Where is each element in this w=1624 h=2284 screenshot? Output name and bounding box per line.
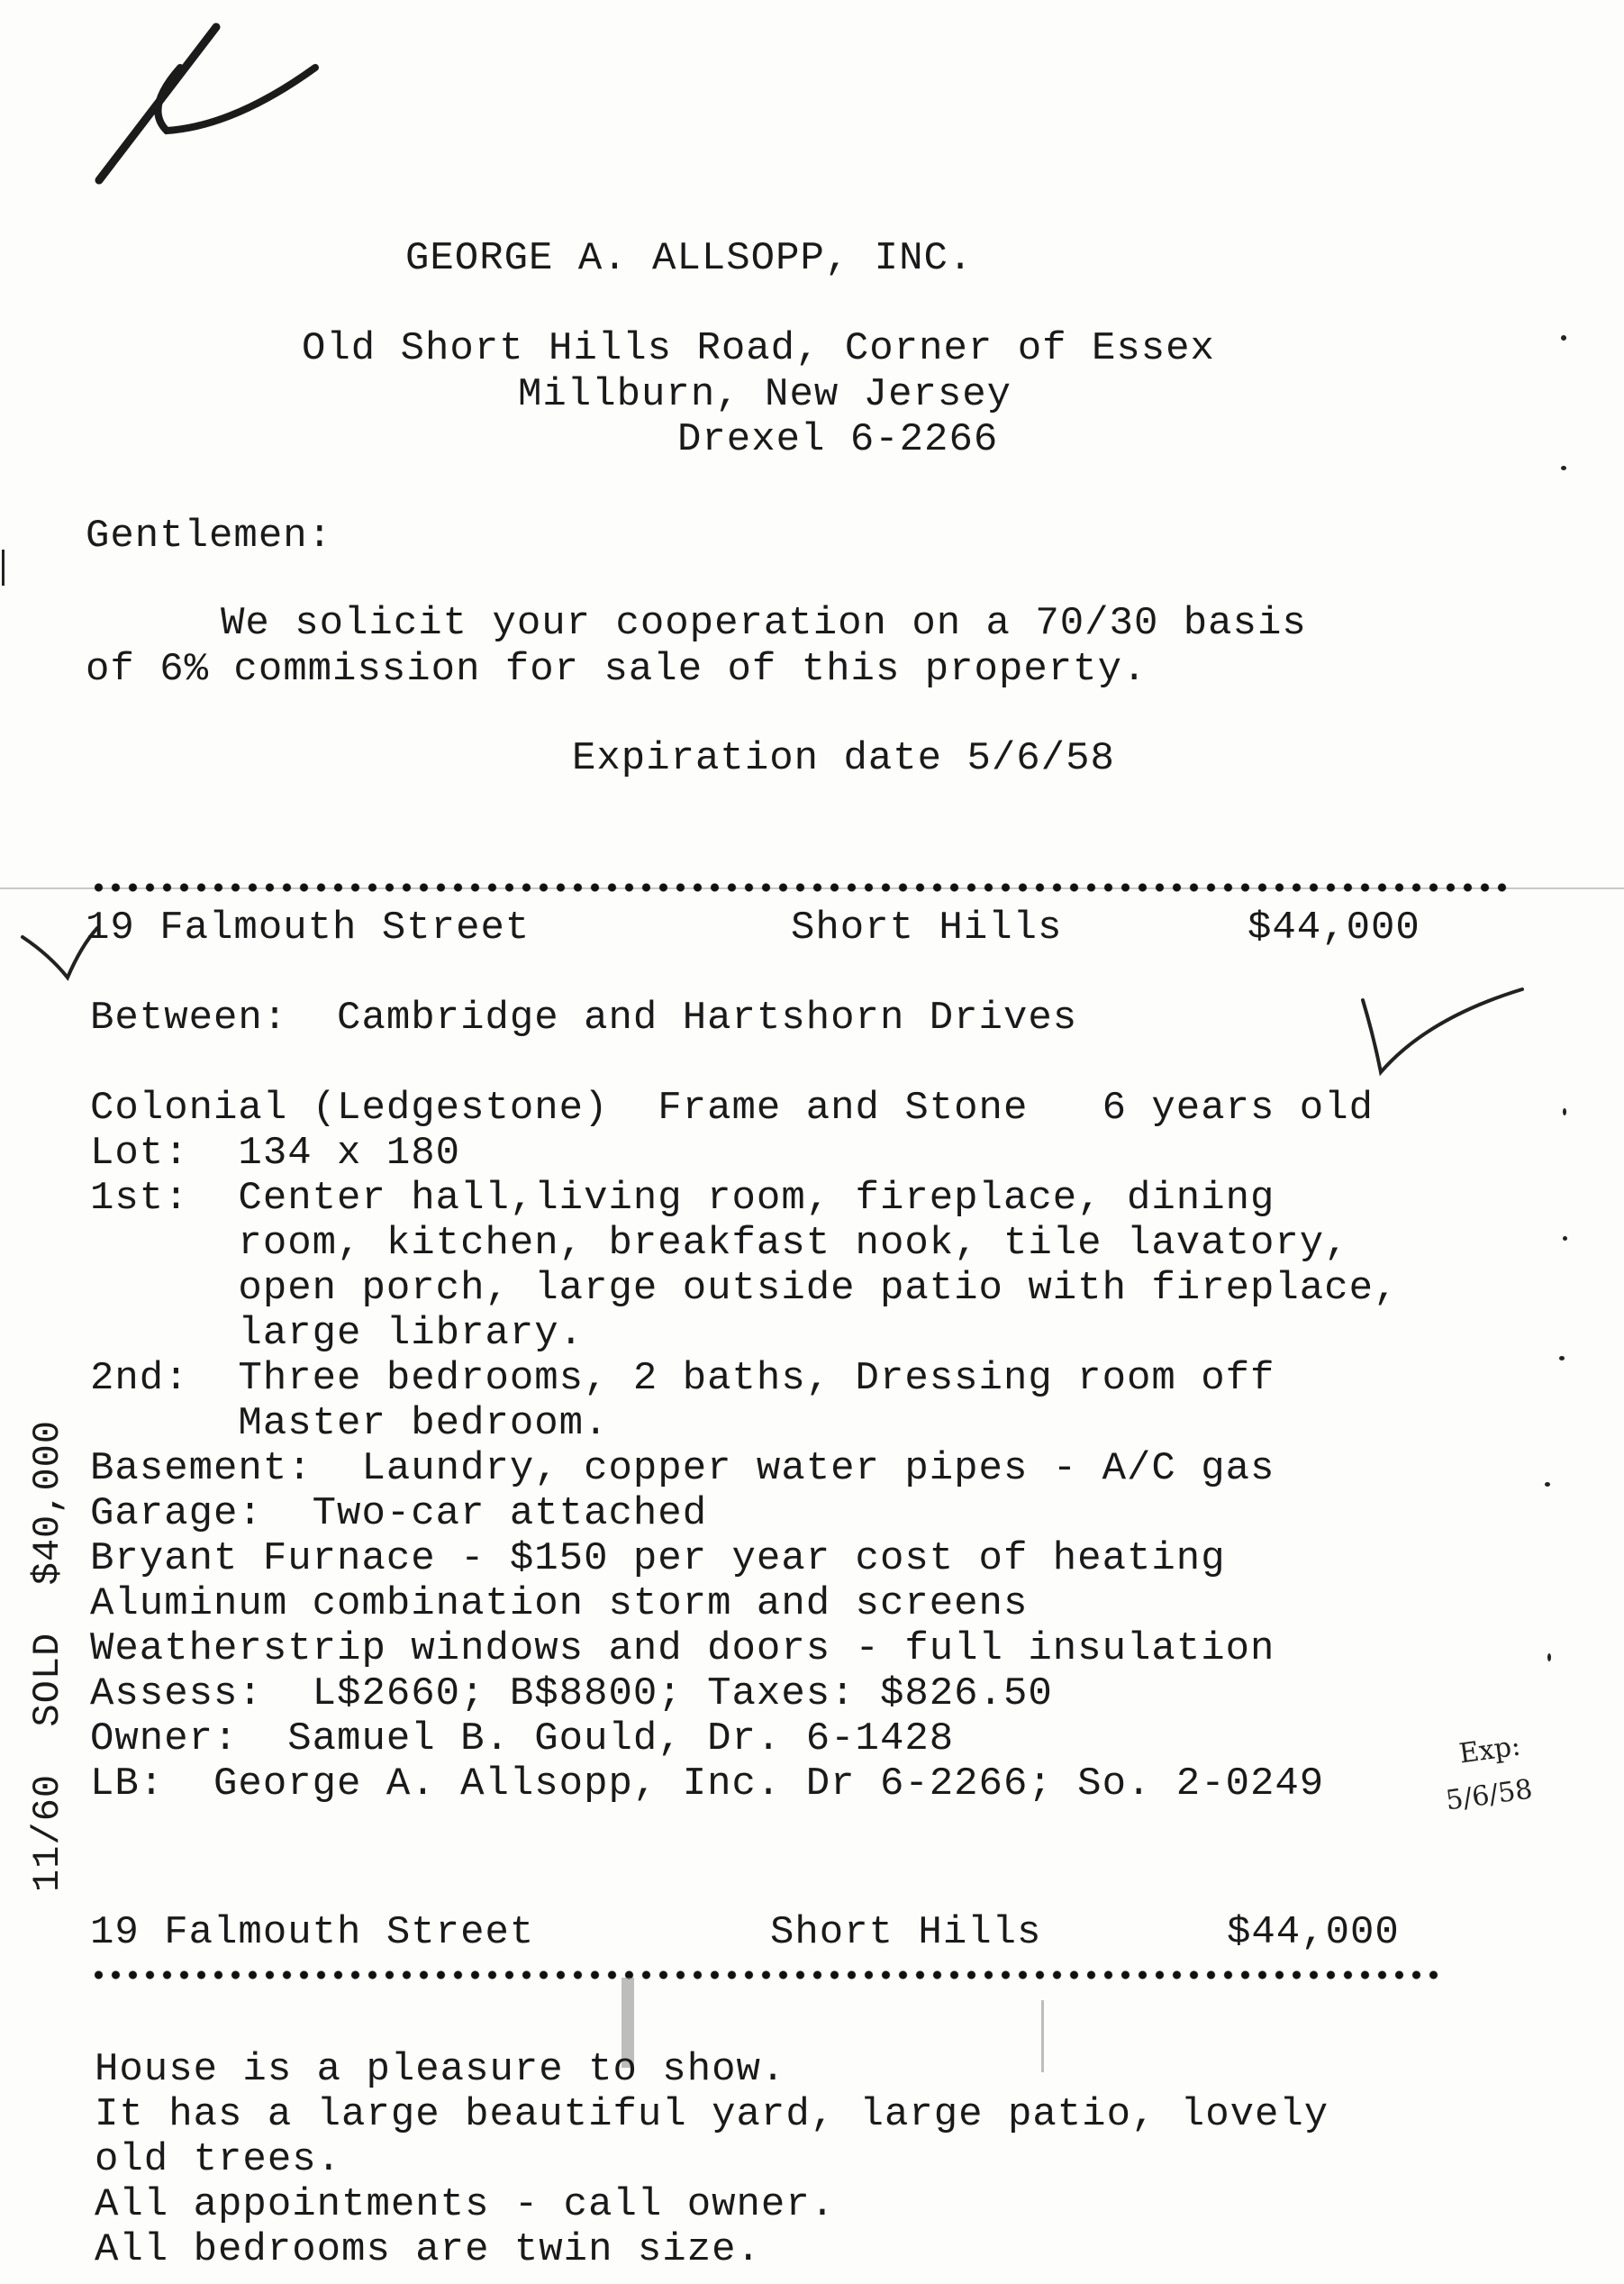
handwritten-k-mark [81, 18, 333, 189]
weatherstrip-line: Weatherstrip windows and doors - full insulation [90, 1626, 1275, 1671]
margin-speck [1563, 1108, 1566, 1115]
garage-line: Garage: Two-car attached [90, 1491, 708, 1536]
expiration-date: Expiration date 5/6/58 [572, 736, 1115, 781]
first-floor-line-4: large library. [90, 1311, 585, 1356]
second-floor-line-2: Master bedroom. [90, 1401, 609, 1446]
aluminum-line: Aluminum combination storm and screens [90, 1581, 1029, 1626]
first-floor-line-1: 1st: Center hall,living room, fireplace, dining [90, 1176, 1275, 1221]
check-mark-right [1356, 982, 1527, 1081]
sold-note: 11/60 SOLD $40,000 [26, 1419, 69, 1892]
margin-speck [1547, 1653, 1551, 1661]
address-line-2: Millburn, New Jersey [518, 372, 1012, 417]
furnace-line: Bryant Furnace - $150 per year cost of heating [90, 1536, 1226, 1581]
body-line-2: of 6% commission for sale of this property. [86, 647, 1148, 692]
exp-note-label: Exp: [1456, 1730, 1523, 1770]
margin-speck [1559, 1356, 1565, 1360]
margin-speck [2, 550, 5, 586]
footer-address: 19 Falmouth Street [90, 1910, 535, 1955]
remark-line-1: House is a pleasure to show. [95, 2047, 786, 2092]
owner-line: Owner: Samuel B. Gould, Dr. 6-1428 [90, 1716, 955, 1761]
remark-line-5: All bedrooms are twin size. [95, 2227, 761, 2272]
remark-line-4: All appointments - call owner. [95, 2182, 836, 2227]
lot-line: Lot: 134 x 180 [90, 1131, 461, 1176]
footer-town: Short Hills [770, 1910, 1042, 1955]
salutation: Gentlemen: [86, 514, 333, 559]
dotted-rule-top [90, 881, 1509, 894]
margin-speck [1563, 1236, 1567, 1241]
listing-town: Short Hills [791, 905, 1063, 951]
ink-smudge-2 [1041, 2000, 1044, 2072]
style-line: Colonial (Ledgestone) Frame and Stone 6 years old [90, 1086, 1375, 1131]
body-line-1: We solicit your cooperation on a 70/30 basis [221, 601, 1307, 646]
listing-address: 19 Falmouth Street [86, 905, 531, 951]
dotted-rule-bottom [90, 1969, 1441, 1981]
listing-broker-line: LB: George A. Allsopp, Inc. Dr 6-2266; So. 2-0249 [90, 1761, 1325, 1806]
first-floor-line-3: open porch, large outside patio with fireplace, [90, 1266, 1399, 1311]
company-name: GEORGE A. ALLSOPP, INC. [405, 236, 974, 281]
address-line-1: Old Short Hills Road, Corner of Essex [302, 326, 1215, 371]
assess-line: Assess: L$2660; B$8800; Taxes: $826.50 [90, 1671, 1053, 1716]
basement-line: Basement: Laundry, copper water pipes - A/C gas [90, 1446, 1275, 1491]
margin-speck [1561, 335, 1566, 341]
margin-speck [1561, 466, 1566, 470]
footer-price: $44,000 [1227, 1910, 1400, 1955]
remark-line-3: old trees. [95, 2137, 342, 2182]
between-line: Between: Cambridge and Hartshorn Drives [90, 996, 1078, 1041]
phone-number: Drexel 6-2266 [677, 417, 999, 462]
first-floor-line-2: room, kitchen, breakfast nook, tile lavatory, [90, 1221, 1349, 1266]
remark-line-2: It has a large beautiful yard, large patio, lovely [95, 2092, 1329, 2137]
second-floor-line-1: 2nd: Three bedrooms, 2 baths, Dressing room off [90, 1356, 1275, 1401]
exp-note-date: 5/6/58 [1444, 1773, 1535, 1817]
listing-price: $44,000 [1247, 905, 1420, 951]
margin-speck [1545, 1482, 1550, 1487]
